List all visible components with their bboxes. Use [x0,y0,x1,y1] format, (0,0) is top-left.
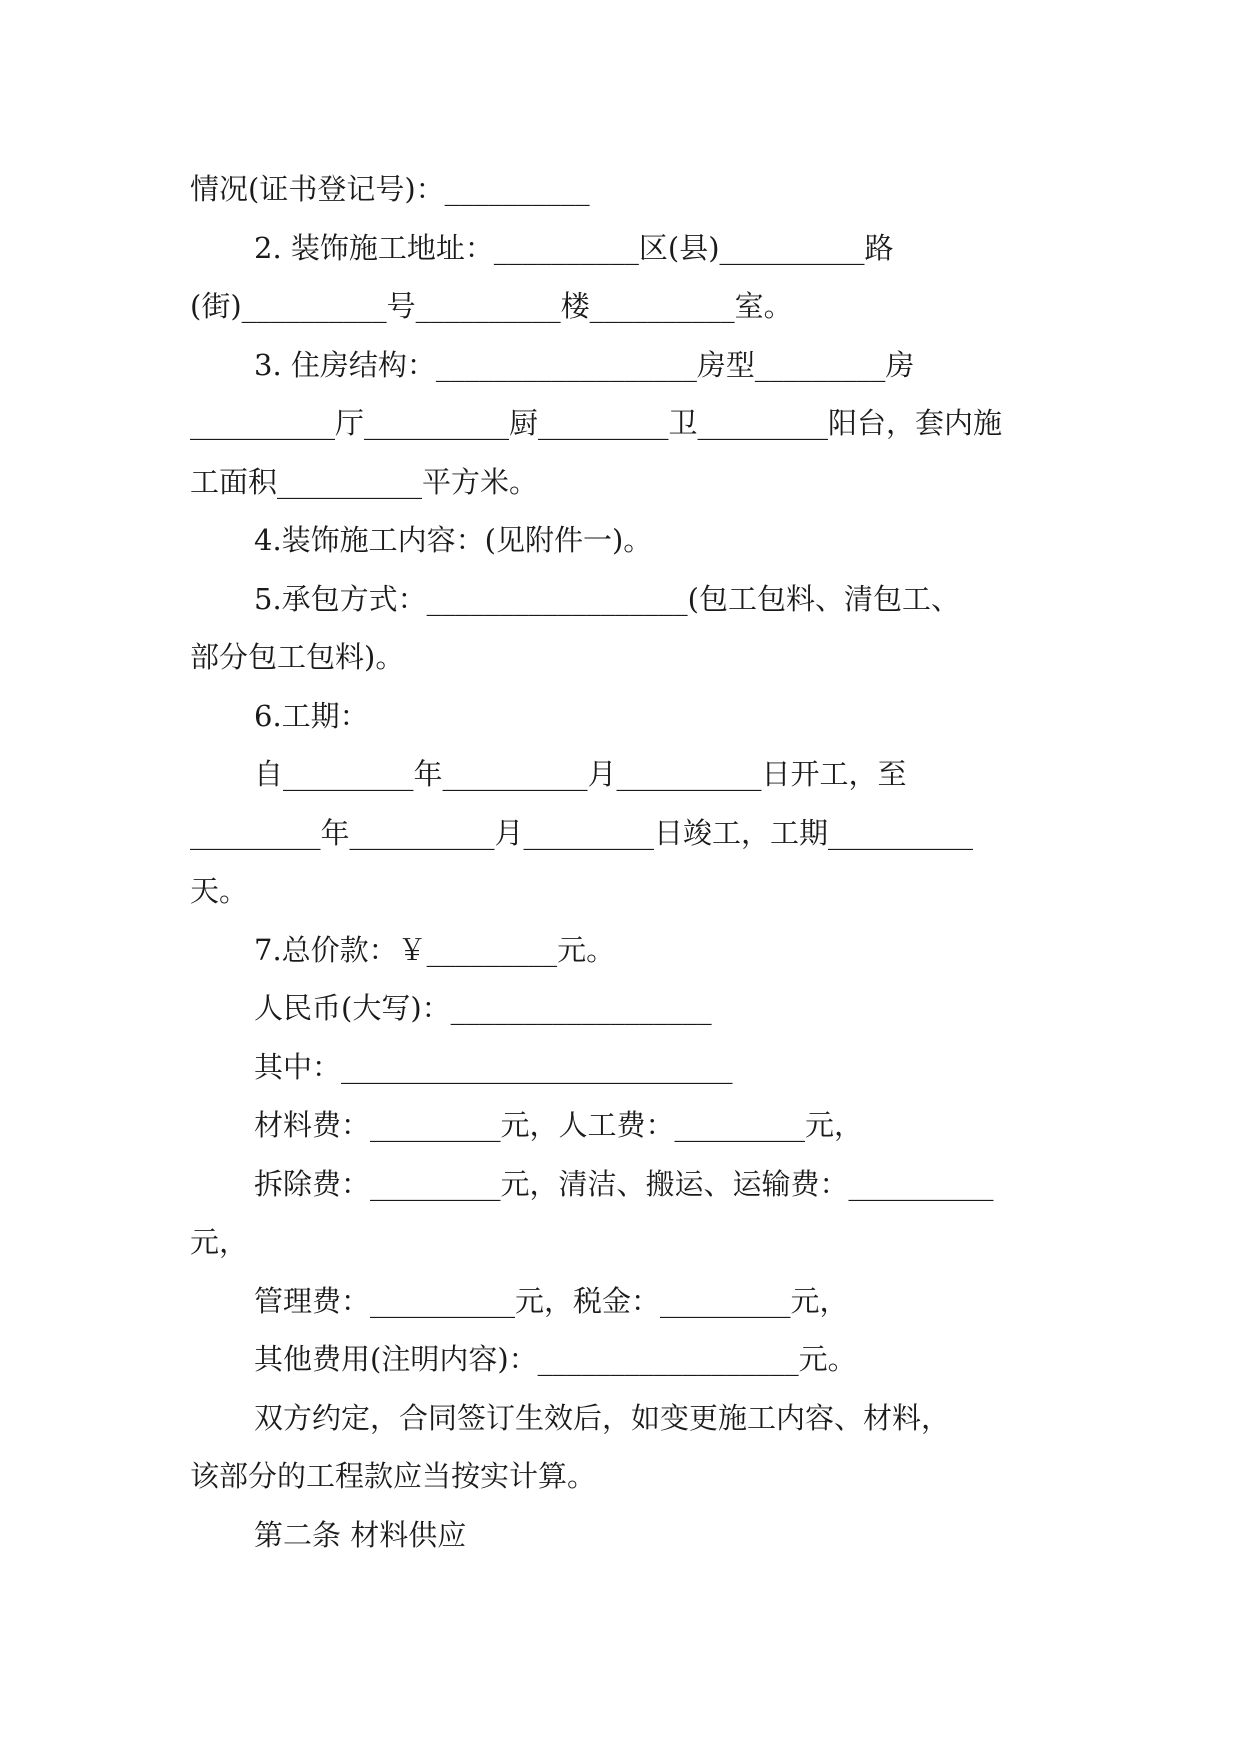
text-line: 情况(证书登记号)：__________ [190,172,590,206]
text-line: 其中：___________________________ [254,1049,733,1084]
text-line: 该部分的工程款应当按实计算。 [190,1459,597,1493]
text-line: 部分包工包料)。 [190,640,405,674]
text-line: _________年__________月_________日竣工，工期__________ [190,815,974,850]
document-body [190,160,1050,1564]
text-line: 双方约定，合同签订生效后，如变更施工内容、材料， [254,1400,951,1435]
text-line: 4.装饰施工内容：(见附件一)。 [254,523,653,557]
section-heading: 第二条 材料供应 [254,1517,467,1552]
text-line: 6.工期： [254,698,369,733]
text-line: 2. 装饰施工地址：__________区(县)__________路 [254,230,894,265]
text-line: 管理费：__________元，税金：_________元， [254,1283,849,1318]
text-line: 元， [190,1225,249,1259]
text-line: 材料费：_________元，人工费：_________元， [254,1108,864,1142]
text-line: (街)__________号__________楼__________室。 [190,289,793,323]
text-line: 人民币(大写)：__________________ [254,991,712,1025]
text-line: __________厅__________厨_________卫_________阳台，套内施 [190,406,1003,440]
text-line: 5.承包方式：__________________(包工包料、清包工、 [254,581,960,616]
text-line: 3. 住房结构：__________________房型_________房 [254,347,915,382]
text-line: 其他费用(注明内容)：__________________元。 [254,1342,857,1376]
text-line: 7.总价款：￥_________元。 [254,932,616,967]
text-line: 拆除费：_________元，清洁、搬运、运输费：__________ [254,1166,994,1201]
text-line: 天。 [190,874,249,908]
text-line: 工面积__________平方米。 [190,464,539,499]
text-line: 自_________年__________月__________日开工，至 [254,757,907,791]
